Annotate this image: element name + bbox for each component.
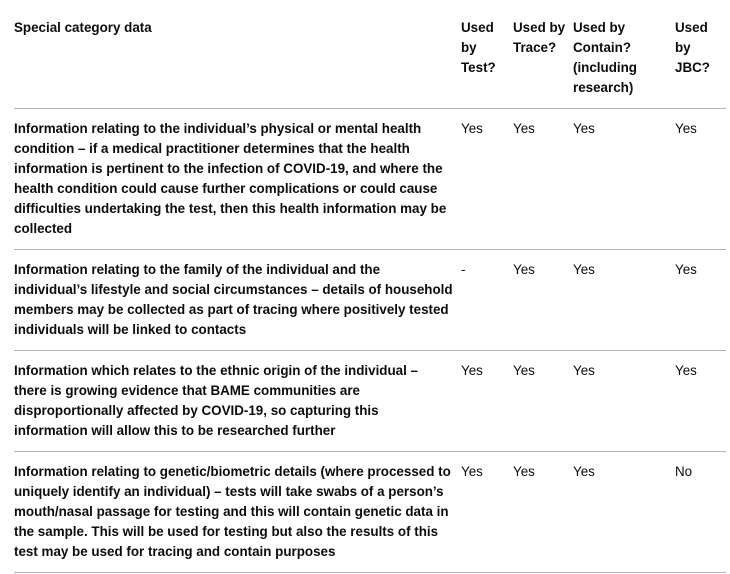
cell-used-by-trace: Yes [513,262,535,277]
cell-used-by-jbc: Yes [675,262,697,277]
row-description: Information relating to the family of the individual and the individual’s lifestyle and social circumstances – details of household members may be collected as part of tracing where positively tested individuals will be linked to contacts [14,262,453,337]
header-used-by-contain: Used by Contain? (including research) [573,20,637,95]
cell-used-by-test: - [461,262,466,277]
cell-used-by-test: Yes [461,121,483,136]
special-category-data-table [14,0,726,573]
cell-used-by-test: Yes [461,464,483,479]
row-description: Information relating to genetic/biometric details (where processed to uniquely identify an individual) – tests will take swabs of a person’s mouth/nasal passage for testing and this will contain genetic data in the sample. This will be used for testing but also the results of this test may be used for tracing and contain purposes [14,464,451,559]
cell-used-by-trace: Yes [513,121,535,136]
table-header-row [14,0,726,109]
row-description: Information which relates to the ethnic origin of the individual – there is growing evidence that BAME communities are disproportionally affected by COVID-19, so capturing this information will allow this to be researched further [14,363,418,438]
table-row [14,452,726,573]
table-row [14,250,726,351]
cell-used-by-contain: Yes [573,464,595,479]
cell-used-by-jbc: No [675,464,693,479]
cell-used-by-jbc: Yes [675,363,697,378]
cell-used-by-trace: Yes [513,363,535,378]
row-description: Information relating to the individual’s physical or mental health condition – if a medical practitioner determines that the health information is pertinent to the infection of COVID-19, and where the health condition could cause further complications or could cause difficulties undertaking the test, then this health information may be collected [14,121,447,236]
header-used-by-trace: Used by Trace? [513,20,566,55]
cell-used-by-contain: Yes [573,262,595,277]
header-used-by-jbc: Used by JBC? [675,20,710,75]
cell-used-by-contain: Yes [573,121,595,136]
cell-used-by-jbc: Yes [675,121,697,136]
table-row [14,351,726,452]
table-row [14,109,726,250]
header-special-category-data: Special category data [14,20,152,35]
cell-used-by-test: Yes [461,363,483,378]
cell-used-by-contain: Yes [573,363,595,378]
header-used-by-test: Used by Test? [461,20,496,75]
cell-used-by-trace: Yes [513,464,535,479]
